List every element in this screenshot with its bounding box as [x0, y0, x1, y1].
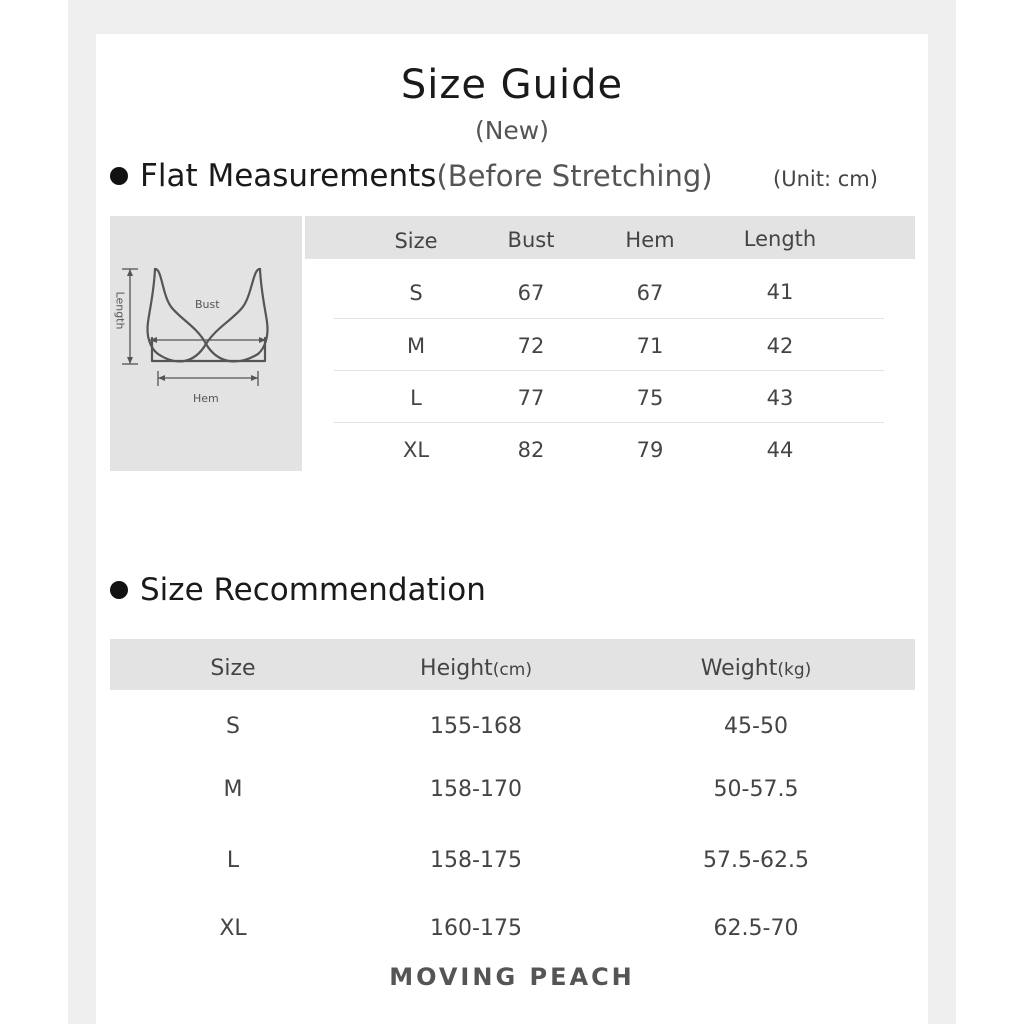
table-cell: 75 [636, 386, 664, 410]
flat-heading-paren: (Before Stretching) [436, 159, 713, 193]
recommend-heading-text: Size Recommendation [140, 572, 486, 608]
table-cell: 43 [766, 386, 794, 410]
bullet-icon [110, 167, 128, 185]
table-cell: 71 [636, 334, 664, 358]
table-cell: 155-168 [430, 714, 522, 739]
unit-label: (Unit: cm) [773, 167, 878, 191]
table-cell: S [226, 714, 240, 739]
column-header-weight [701, 656, 812, 681]
size-recommendation-heading [110, 572, 486, 608]
row-divider [334, 370, 884, 371]
diagram-label-length: Length [113, 291, 127, 330]
table-cell: 160-175 [430, 916, 522, 941]
table-cell: 79 [636, 438, 664, 462]
column-header-hem: Hem [625, 228, 675, 252]
diagram-label-bust: Bust [195, 298, 220, 311]
table-cell: 67 [636, 281, 664, 305]
column-label: Weight [700, 656, 778, 681]
table-cell: 77 [517, 386, 545, 410]
column-header-height [420, 656, 532, 681]
bullet-icon [110, 581, 128, 599]
row-divider [334, 318, 884, 319]
table-cell: 72 [517, 334, 545, 358]
table-cell: 42 [766, 334, 794, 358]
table-cell: 57.5-62.5 [703, 848, 809, 873]
column-header-length: Length [743, 227, 817, 251]
table-cell: 44 [766, 438, 794, 462]
column-header-size: Size [394, 229, 438, 253]
bra-outline-icon [110, 216, 302, 471]
table-cell: 62.5-70 [713, 916, 799, 941]
column-unit: (kg) [777, 660, 812, 680]
page-title: Size Guide [400, 62, 624, 108]
table-cell: XL [219, 916, 247, 941]
flat-measurements-heading [110, 158, 713, 194]
column-label: Height [420, 656, 493, 681]
table-cell: S [409, 281, 423, 305]
table-cell: 82 [517, 438, 545, 462]
table-cell: 67 [517, 281, 545, 305]
table-cell: 50-57.5 [713, 777, 799, 802]
table-cell: L [226, 848, 240, 873]
table-cell: 158-170 [430, 777, 522, 802]
page-subtitle: (New) [474, 116, 550, 145]
table-cell: M [406, 334, 426, 358]
table-cell: L [410, 386, 422, 410]
table-cell: 158-175 [430, 848, 522, 873]
column-unit: (cm) [492, 660, 532, 680]
table-cell: XL [402, 438, 430, 462]
table-cell: 41 [766, 280, 794, 304]
diagram-label-hem: Hem [193, 392, 219, 405]
brand-logo: MOVING PEACH [389, 963, 635, 991]
column-label: Size [210, 656, 256, 681]
bra-diagram-panel [110, 216, 302, 471]
column-header-bust: Bust [507, 228, 555, 252]
table-cell: 45-50 [724, 714, 788, 739]
column-header-size [210, 656, 255, 681]
row-divider [334, 422, 884, 423]
flat-heading-text: Flat Measurements [140, 158, 437, 194]
table-cell: M [223, 777, 243, 802]
